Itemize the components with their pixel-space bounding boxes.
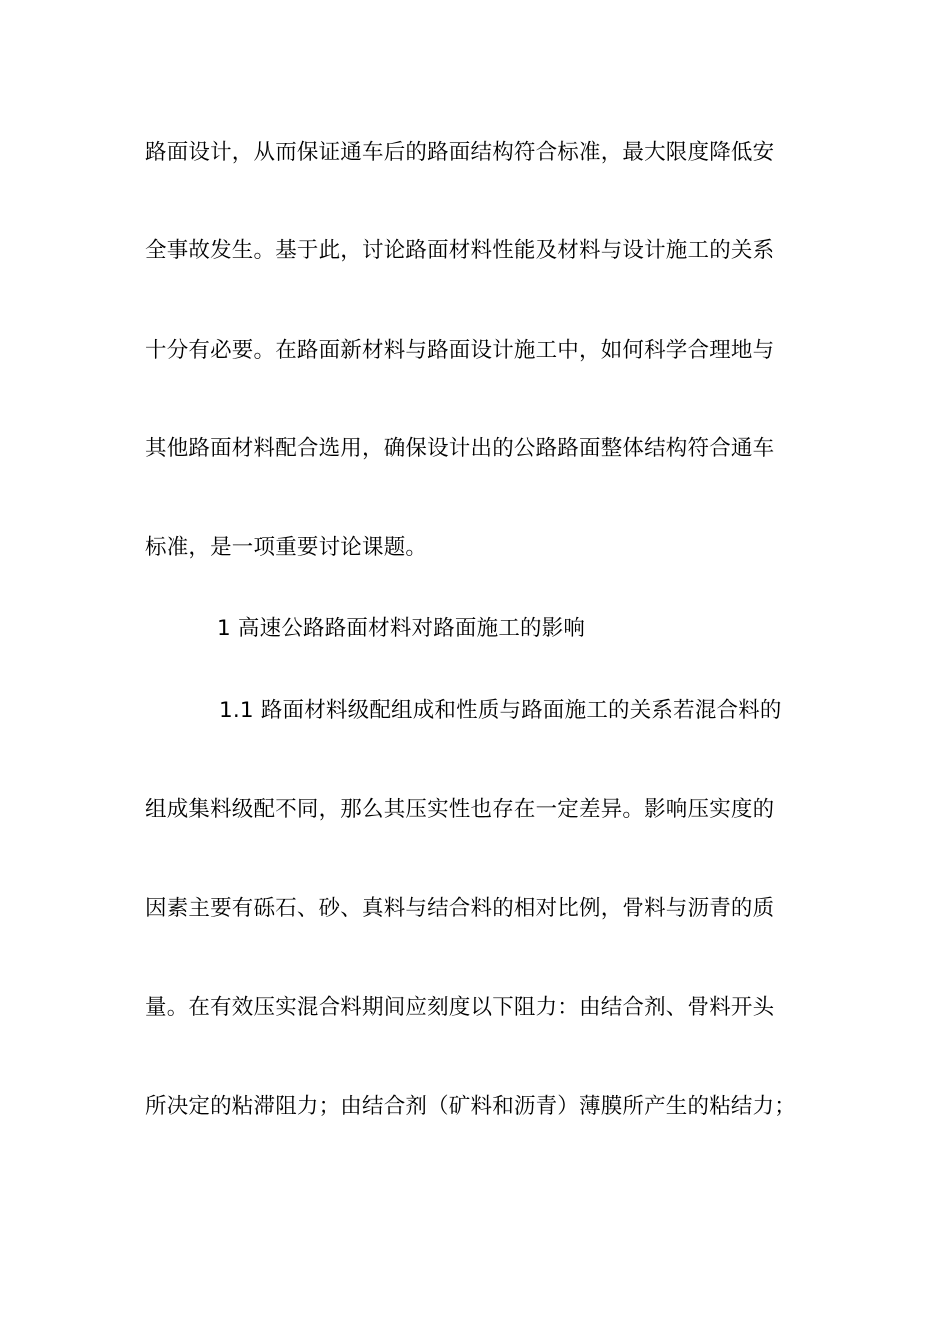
- paragraph-line: 所决定的粘滞阻力；由结合剂（矿料和沥青）薄膜所产生的粘结力；: [145, 1094, 797, 1119]
- subsection-heading-line: 1.1 路面材料级配组成和性质与路面施工的关系若混合料的: [219, 698, 782, 723]
- paragraph-line: 组成集料级配不同，那么其压实性也存在一定差异。影响压实度的: [145, 797, 775, 822]
- paragraph-line: 其他路面材料配合选用，确保设计出的公路路面整体结构符合通车: [145, 436, 775, 461]
- section-heading: 1 高速公路路面材料对路面施工的影响: [217, 616, 586, 641]
- paragraph-line: 十分有必要。在路面新材料与路面设计施工中，如何科学合理地与: [145, 338, 775, 363]
- paragraph-line: 量。在有效压实混合料期间应刻度以下阻力：由结合剂、骨料开头: [145, 995, 775, 1020]
- paragraph-line: 因素主要有砾石、砂、真料与结合料的相对比例，骨料与沥青的质: [145, 896, 775, 921]
- paragraph-line: 路面设计，从而保证通车后的路面结构符合标准，最大限度降低安: [145, 140, 775, 165]
- paragraph-line: 全事故发生。基于此，讨论路面材料性能及材料与设计施工的关系: [145, 238, 775, 263]
- paragraph-line: 标准，是一项重要讨论课题。: [145, 535, 428, 560]
